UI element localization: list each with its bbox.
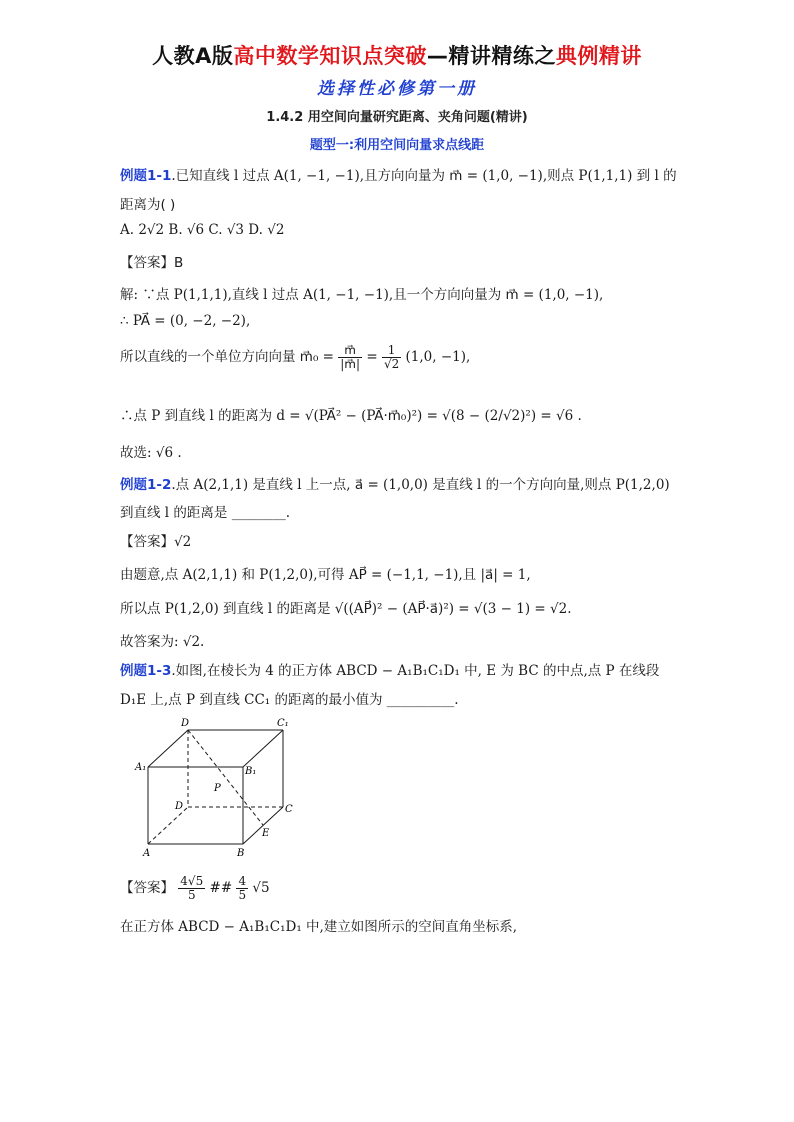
cube-figure: [125, 712, 315, 862]
ex2-question-line-2: 到直线 l 的距离是 ________.: [120, 505, 290, 521]
ex1-solution-3: [120, 344, 470, 371]
ex1-frac1-den: |m⃗|: [340, 357, 361, 371]
ex3-answer-suffix: √5: [252, 880, 270, 896]
edge-a-d-hidden: [148, 807, 188, 844]
ex1-options: A. 2√2 B. √6 C. √3 D. √2: [120, 222, 285, 238]
ex1-solution-1: 解: ∵点 P(1,1,1),直线 l 过点 A(1, −1, −1),且一个方向向量为 m⃗ = (1,0, −1),: [120, 287, 604, 303]
label-b: B: [237, 848, 245, 859]
label-b1: B₁: [245, 766, 257, 777]
topic-heading: 题型一:利用空间向量求点线距: [309, 138, 485, 153]
ex1-question-line-2: 距离为( ): [120, 197, 176, 213]
title-part-1: 人教A版: [152, 44, 234, 68]
ex1-s3-eq: =: [366, 349, 378, 365]
ex1-solution-5: 故选: √6 .: [120, 445, 182, 461]
ex3-answer-prefix: 【答案】: [120, 880, 174, 896]
ex3-solution-1: 在正方体 ABCD − A₁B₁C₁D₁ 中,建立如图所示的空间直角坐标系,: [120, 919, 518, 935]
ex3-answer-separator: ##: [209, 880, 233, 896]
ex1-fraction-2: [382, 344, 401, 371]
ex3-question-1: .如图,在棱长为 4 的正方体 ABCD − A₁B₁C₁D₁ 中, E 为 BC 的中点,点 P 在线段: [171, 663, 660, 679]
label-e: E: [262, 828, 270, 839]
ex3-answer: [120, 875, 270, 902]
ex1-frac2-num: 1: [382, 344, 401, 358]
label-d1: D: [181, 718, 190, 729]
ex2-question-line-1: [120, 473, 670, 493]
document-title: [0, 40, 794, 70]
ex1-fraction-1: [338, 344, 362, 371]
ex1-answer: 【答案】B: [120, 255, 184, 271]
ex2-question-1: .点 A(2,1,1) 是直线 l 上一点, a⃗ = (1,0,0) 是直线 l 的一个方向向量,则点 P(1,2,0): [171, 477, 670, 493]
ex1-frac2-den: √2: [383, 357, 400, 371]
ex1-s3-prefix: 所以直线的一个单位方向向量 m⃗₀ =: [120, 349, 334, 365]
segment-d1-e: [188, 730, 263, 825]
ex3-ans-num1: 4√5: [180, 874, 204, 888]
ex1-s3-suffix: (1,0, −1),: [405, 349, 471, 365]
ex3-ans-den1: 5: [187, 888, 196, 902]
ex3-question-line-2: D₁E 上,点 P 到直线 CC₁ 的距离的最小值为 __________.: [120, 692, 459, 708]
title-part-4: 典例精讲: [555, 44, 642, 68]
ex3-ans-den2: 5: [238, 888, 247, 902]
label-a1: A₁: [135, 762, 147, 773]
ex1-solution-2: ∴ PA⃗ = (0, −2, −2),: [120, 313, 251, 329]
ex2-solution-1: 由题意,点 A(2,1,1) 和 P(1,2,0),可得 AP⃗ = (−1,1, −1),且 |a⃗| = 1,: [120, 567, 531, 583]
label-d: D: [175, 801, 184, 812]
edge-b1-c1: [243, 730, 283, 767]
ex1-frac1-num: m⃗: [338, 344, 362, 358]
document-subtitle: 选择性必修第一册: [317, 79, 477, 99]
section-heading: 1.4.2 用空间向量研究距离、夹角问题(精讲): [266, 110, 528, 125]
ex3-answer-fraction-2: [236, 875, 248, 902]
edge-a1-d1: [148, 730, 188, 767]
ex1-question-1: .已知直线 l 过点 A(1, −1, −1),且方向向量为 m⃗ = (1,0, −1),则点 P(1,1,1) 到 l 的: [171, 168, 677, 184]
label-c: C: [285, 804, 293, 815]
ex2-answer: 【答案】√2: [120, 534, 192, 550]
ex1-question-line-1: [120, 164, 677, 184]
ex2-solution-3: 故答案为: √2.: [120, 634, 205, 650]
ex2-solution-2: 所以点 P(1,2,0) 到直线 l 的距离是 √((AP⃗)² − (AP⃗·a⃗)²) = √(3 − 1) = √2.: [120, 601, 572, 617]
ex1-label: 例题1-1: [120, 168, 172, 184]
title-part-2: 高中数学知识点突破: [233, 44, 427, 68]
label-c1: C₁: [277, 718, 289, 729]
ex2-label: 例题1-2: [120, 477, 172, 493]
title-part-3: —精讲精练之: [426, 44, 556, 68]
ex3-question-line-1: [120, 659, 659, 679]
ex3-ans-num2: 4: [238, 874, 247, 888]
ex1-solution-4: ∴点 P 到直线 l 的距离为 d = √(PA⃗² − (PA⃗·m⃗₀)²) = √(8 − (2/√2)²) = √6 .: [120, 408, 582, 424]
label-a: A: [143, 848, 151, 859]
label-p: P: [214, 783, 221, 794]
ex3-label: 例题1-3: [120, 663, 172, 679]
ex3-answer-fraction-1: [178, 875, 205, 902]
